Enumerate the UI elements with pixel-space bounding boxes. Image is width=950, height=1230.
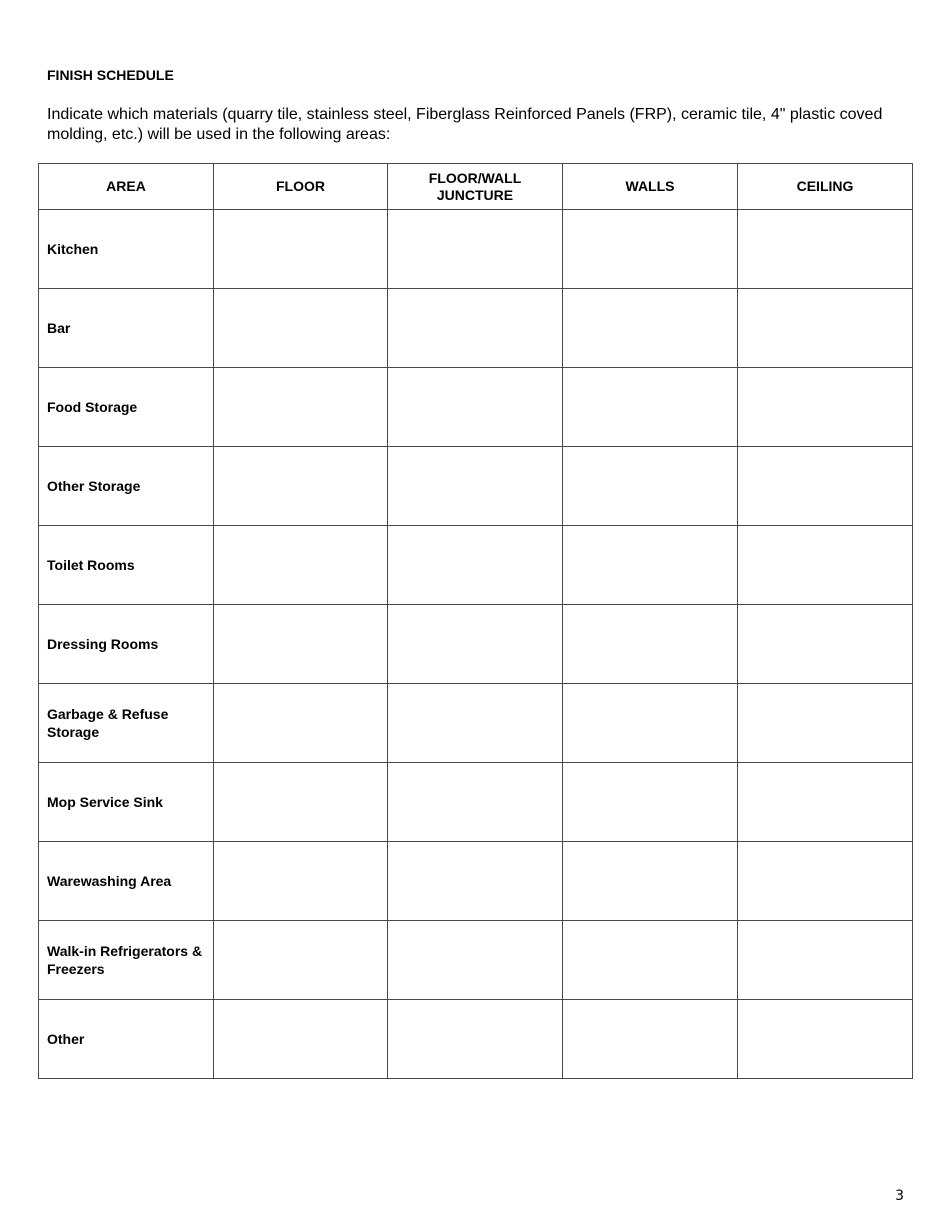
ceiling-entry-cell[interactable] — [738, 210, 913, 289]
walls-entry-cell[interactable] — [563, 684, 738, 763]
area-label: Other — [39, 1000, 214, 1079]
ceiling-entry-cell[interactable] — [738, 1000, 913, 1079]
ceiling-entry-cell[interactable] — [738, 842, 913, 921]
table-row — [39, 605, 913, 684]
area-label: Kitchen — [39, 210, 214, 289]
ceiling-entry-cell[interactable] — [738, 684, 913, 763]
table-row — [39, 526, 913, 605]
page-number: 3 — [895, 1188, 904, 1204]
ceiling-entry-cell[interactable] — [738, 605, 913, 684]
table-row — [39, 684, 913, 763]
instructions-text: Indicate which materials (quarry tile, stainless steel, Fiberglass Reinforced Panels (FRP), ceramic tile, 4" plastic coved molding, etc.) will be used in the following areas: — [47, 106, 883, 143]
ceiling-entry-cell[interactable] — [738, 526, 913, 605]
walls-entry-cell[interactable] — [563, 605, 738, 684]
floor-wall-juncture-entry-cell[interactable] — [388, 605, 563, 684]
table-row — [39, 842, 913, 921]
floor-entry-cell[interactable] — [214, 368, 388, 447]
column-header-floor: FLOOR — [214, 164, 388, 210]
column-header-area: AREA — [39, 164, 214, 210]
area-label: Mop Service Sink — [39, 763, 214, 842]
ceiling-entry-cell[interactable] — [738, 763, 913, 842]
area-label: Bar — [39, 289, 214, 368]
floor-entry-cell[interactable] — [214, 289, 388, 368]
floor-wall-juncture-entry-cell[interactable] — [388, 763, 563, 842]
walls-entry-cell[interactable] — [563, 921, 738, 1000]
floor-wall-juncture-entry-cell[interactable] — [388, 526, 563, 605]
floor-entry-cell[interactable] — [214, 210, 388, 289]
floor-wall-juncture-entry-cell[interactable] — [388, 447, 563, 526]
floor-wall-juncture-entry-cell[interactable] — [388, 1000, 563, 1079]
floor-wall-juncture-entry-cell[interactable] — [388, 684, 563, 763]
area-label: Garbage & Refuse Storage — [39, 684, 214, 763]
floor-entry-cell[interactable] — [214, 921, 388, 1000]
area-label: Other Storage — [39, 447, 214, 526]
floor-wall-juncture-entry-cell[interactable] — [388, 842, 563, 921]
floor-wall-juncture-entry-cell[interactable] — [388, 368, 563, 447]
finish-schedule-table — [38, 163, 913, 1079]
walls-entry-cell[interactable] — [563, 526, 738, 605]
juncture-header-line-2: JUNCTURE — [436, 186, 514, 203]
area-label: Toilet Rooms — [39, 526, 214, 605]
column-header-walls: WALLS — [563, 164, 738, 210]
walls-entry-cell[interactable] — [563, 763, 738, 842]
ceiling-entry-cell[interactable] — [738, 447, 913, 526]
area-label: Walk-in Refrigerators & Freezers — [39, 921, 214, 1000]
column-header-ceiling: CEILING — [738, 164, 913, 210]
floor-entry-cell[interactable] — [214, 684, 388, 763]
table-body — [39, 210, 913, 1079]
walls-entry-cell[interactable] — [563, 447, 738, 526]
juncture-header-line-1: FLOOR/WALL — [428, 169, 522, 186]
table-row — [39, 763, 913, 842]
walls-entry-cell[interactable] — [563, 289, 738, 368]
column-header-floor-wall-juncture — [388, 164, 563, 210]
table-row — [39, 289, 913, 368]
floor-entry-cell[interactable] — [214, 526, 388, 605]
area-label: Dressing Rooms — [39, 605, 214, 684]
ceiling-entry-cell[interactable] — [738, 289, 913, 368]
ceiling-entry-cell[interactable] — [738, 368, 913, 447]
walls-entry-cell[interactable] — [563, 1000, 738, 1079]
table-row — [39, 921, 913, 1000]
area-label: Warewashing Area — [39, 842, 214, 921]
table-header-row — [39, 164, 913, 210]
page-title: FINISH SCHEDULE — [47, 67, 174, 83]
ceiling-entry-cell[interactable] — [738, 921, 913, 1000]
table-row — [39, 447, 913, 526]
floor-entry-cell[interactable] — [214, 842, 388, 921]
area-label: Food Storage — [39, 368, 214, 447]
table-row — [39, 210, 913, 289]
floor-entry-cell[interactable] — [214, 447, 388, 526]
walls-entry-cell[interactable] — [563, 368, 738, 447]
floor-wall-juncture-entry-cell[interactable] — [388, 210, 563, 289]
table-row — [39, 1000, 913, 1079]
floor-entry-cell[interactable] — [214, 605, 388, 684]
floor-entry-cell[interactable] — [214, 1000, 388, 1079]
table-row — [39, 368, 913, 447]
floor-entry-cell[interactable] — [214, 763, 388, 842]
floor-wall-juncture-entry-cell[interactable] — [388, 921, 563, 1000]
walls-entry-cell[interactable] — [563, 842, 738, 921]
walls-entry-cell[interactable] — [563, 210, 738, 289]
floor-wall-juncture-entry-cell[interactable] — [388, 289, 563, 368]
